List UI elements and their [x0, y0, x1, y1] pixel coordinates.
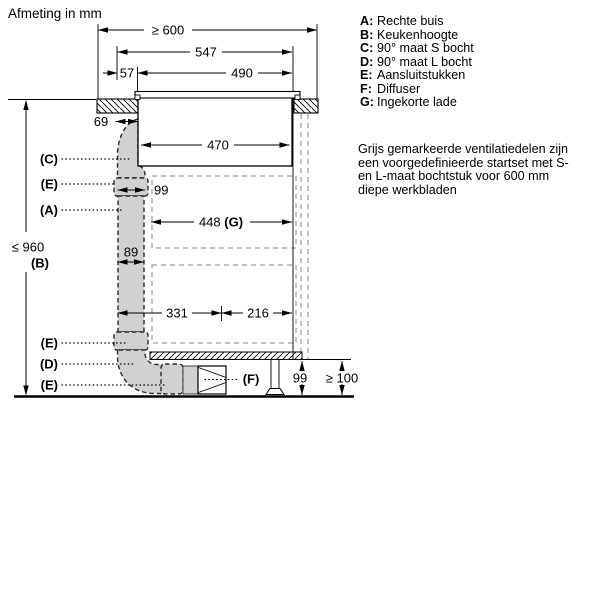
duct-connector-top	[114, 178, 148, 196]
leg-foot	[266, 389, 284, 395]
svg-text:490: 490	[231, 65, 253, 81]
legend-item-f: F: Diffuser	[360, 81, 421, 96]
svg-text:≥ 600: ≥ 600	[151, 22, 185, 38]
diffuser-adapter	[183, 366, 198, 394]
drawer-lower-outline	[152, 265, 296, 343]
duct-straight	[118, 196, 144, 332]
dim-cutout-width	[138, 66, 293, 81]
dim-cutout-outer	[118, 45, 293, 60]
legend-item-b: B: Keukenhoogte	[360, 27, 459, 42]
page-title: Afmeting in mm	[8, 6, 102, 21]
label-connector-mid: (E)	[40, 335, 58, 351]
svg-text:216: 216	[247, 305, 269, 321]
legend-item-c: C: 90° maat S bocht	[360, 41, 474, 55]
worktop-right-section	[294, 99, 318, 113]
label-connector-top: (E)	[40, 176, 58, 192]
note-text: Grijs gemarkeerde ventilatiedelen zijn een voorgedefinieerde startset met S- en L-maat bochtstuk voor 600 mm diepe werkbladen	[358, 142, 569, 197]
svg-text:57: 57	[119, 65, 135, 81]
svg-text:448 (G): 448 (G)	[198, 214, 244, 230]
label-l-bend: (D)	[39, 356, 58, 372]
svg-text:470: 470	[207, 137, 229, 153]
bottom-board	[150, 352, 302, 360]
dim-total-width	[98, 23, 317, 38]
legend-item-e: E: Aansluitstukken	[360, 68, 466, 82]
dim-floor-clearance	[322, 361, 363, 395]
label-straight-duct: (A)	[39, 202, 58, 218]
legend-item-g: G: Ingekorte lade	[360, 95, 457, 109]
dim-drawer-width	[151, 215, 292, 230]
dim-offset-left	[103, 66, 134, 81]
hob	[135, 92, 300, 167]
duct-connector-mid	[114, 332, 148, 350]
svg-text:≤ 960: ≤ 960	[11, 239, 45, 255]
label-s-bend: (C)	[39, 151, 58, 167]
legend-item-a: A: Rechte buis	[360, 14, 444, 28]
dim-plinth-height	[289, 361, 310, 395]
svg-text:≥ 100: ≥ 100	[325, 370, 359, 386]
diffuser	[198, 366, 226, 394]
label-connector-bottom: (E)	[40, 377, 58, 393]
svg-text:89: 89	[123, 244, 139, 260]
svg-text:(B): (B)	[30, 255, 50, 271]
svg-text:99: 99	[154, 182, 169, 198]
svg-text:99: 99	[292, 370, 308, 386]
hob-body	[138, 96, 292, 166]
legend-item-d: D: 90° maat L bocht	[360, 54, 472, 69]
hob-top-plate	[135, 92, 300, 99]
duct-connector-bottom	[161, 364, 183, 394]
dim-max-height	[12, 100, 49, 396]
drawer-upper-outline	[152, 176, 296, 248]
label-diffuser: (F)	[242, 371, 260, 387]
svg-text:331: 331	[166, 305, 188, 321]
svg-text:547: 547	[195, 44, 217, 60]
worktop-left-section	[97, 99, 138, 113]
svg-text:69: 69	[93, 114, 109, 129]
